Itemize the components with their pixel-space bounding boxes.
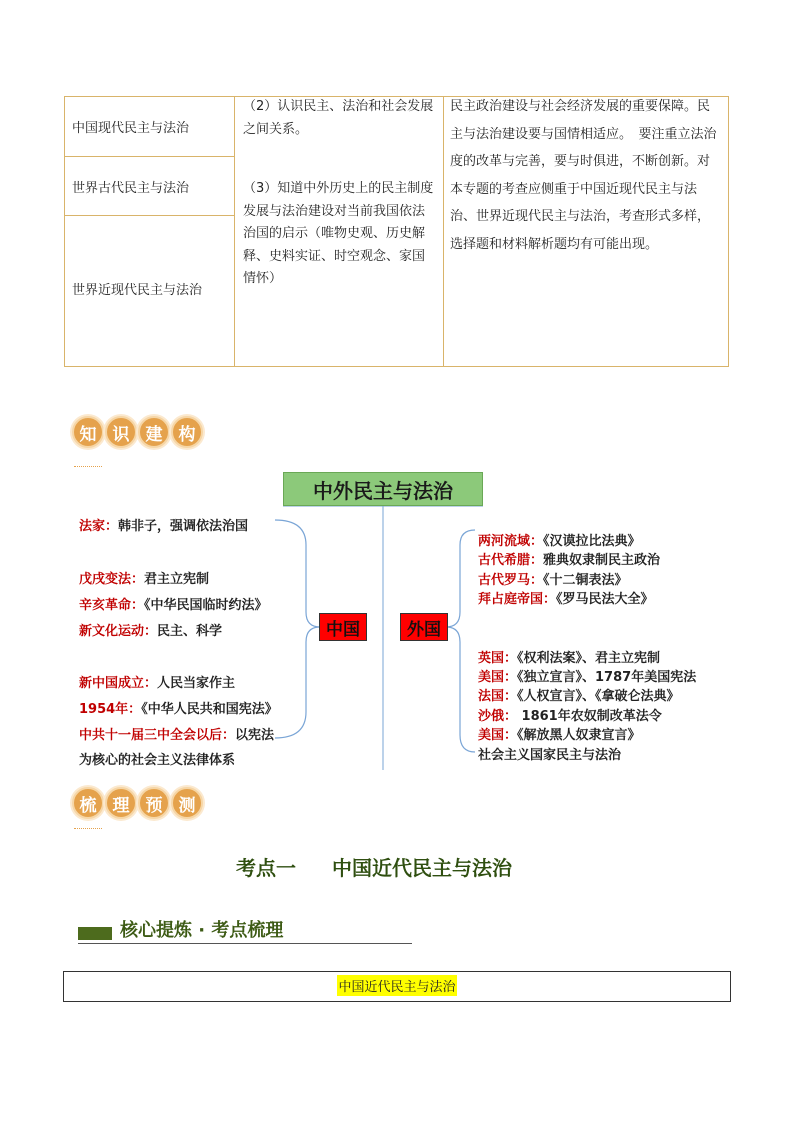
china-item: 戊戌变法：君主立宪制: [79, 572, 210, 587]
china-item: 中共十一届三中全会以后：以宪法: [79, 728, 275, 743]
analysis-text: 民主政治建设与社会经济发展的重要保障。民主与法治建设要与国情相适应。 要注重立法治度的改革与完善，要与时俱进，不断创新。对本专题的考查应侧重于中国近现代民主与法治、世界近现代民主与法治，考查形式多样，选择题和材料解析题均有可能出现。: [450, 99, 717, 252]
mindmap-title: 中外民主与法治: [283, 472, 483, 506]
foreign-item: 美国：《解放黑人奴隶宣言》: [478, 728, 641, 743]
foreign-node: 外国: [400, 613, 448, 641]
topic-box-label: 中国近代民主与法治: [337, 975, 456, 996]
requirement-3: （3）知道中外历史上的民主制度发展与法治建设对当前我国依法治国的启示（唯物史观、历史解释、史料实证、时空观念、家国情怀）: [243, 181, 434, 286]
banner-char: 构: [171, 416, 203, 448]
requirement-2: （2）认识民主、法治和社会发展之间关系。: [243, 99, 434, 137]
topic-box: [63, 971, 731, 1002]
heading-bar-decoration: [78, 927, 112, 940]
china-item: 法家：韩非子，强调依法治国: [79, 519, 249, 534]
foreign-item: 两河流域：《汉谟拉比法典》: [478, 534, 641, 549]
banner-char: 建: [138, 416, 170, 448]
foreign-item: 美国：《独立宣言》、1787年美国宪法: [478, 670, 697, 685]
foreign-item: 拜占庭帝国：《罗马民法大全》: [478, 592, 654, 607]
topic-cell: 世界古代民主与法治: [65, 157, 234, 216]
review-forecast-banner: [72, 787, 204, 819]
china-item: 1954年：《中华人民共和国宪法》: [79, 702, 278, 717]
kaodian-name: 中国近代民主与法治: [332, 856, 512, 880]
topic-cell: 世界近现代民主与法治: [72, 282, 203, 298]
core-summary-heading: [78, 916, 412, 944]
china-item: 新文化运动：民主、科学: [79, 624, 223, 639]
foreign-item: 古代希腊：雅典奴隶制民主政治: [478, 553, 661, 568]
banner-char: 梳: [72, 787, 104, 819]
banner-char: 理: [105, 787, 137, 819]
foreign-item: 英国：《权利法案》、君主立宪制: [478, 651, 661, 666]
china-node: 中国: [319, 613, 367, 641]
china-item-tail: 为核心的社会主义法律体系: [79, 753, 236, 768]
foreign-item-tail: 社会主义国家民主与法治: [478, 748, 622, 763]
banner-char: 识: [105, 416, 137, 448]
banner-char: 测: [171, 787, 203, 819]
china-item: 辛亥革命：《中华民国临时约法》: [79, 598, 268, 613]
topic-cell: 中国现代民主与法治: [65, 97, 234, 157]
banner-underline: [74, 828, 102, 829]
china-item: 新中国成立：人民当家作主: [79, 676, 236, 691]
foreign-item: 法国：《人权宣言》、《拿破仑法典》: [478, 689, 680, 704]
core-summary-title: 核心提炼 · 考点梳理: [120, 920, 284, 941]
kaodian-heading: [236, 852, 512, 881]
foreign-item: 沙俄： 1861年农奴制改革法令: [478, 709, 662, 724]
banner-char: 知: [72, 416, 104, 448]
kaodian-number: 考点一: [236, 856, 296, 880]
banner-char: 预: [138, 787, 170, 819]
foreign-item: 古代罗马：《十二铜表法》: [478, 573, 628, 588]
